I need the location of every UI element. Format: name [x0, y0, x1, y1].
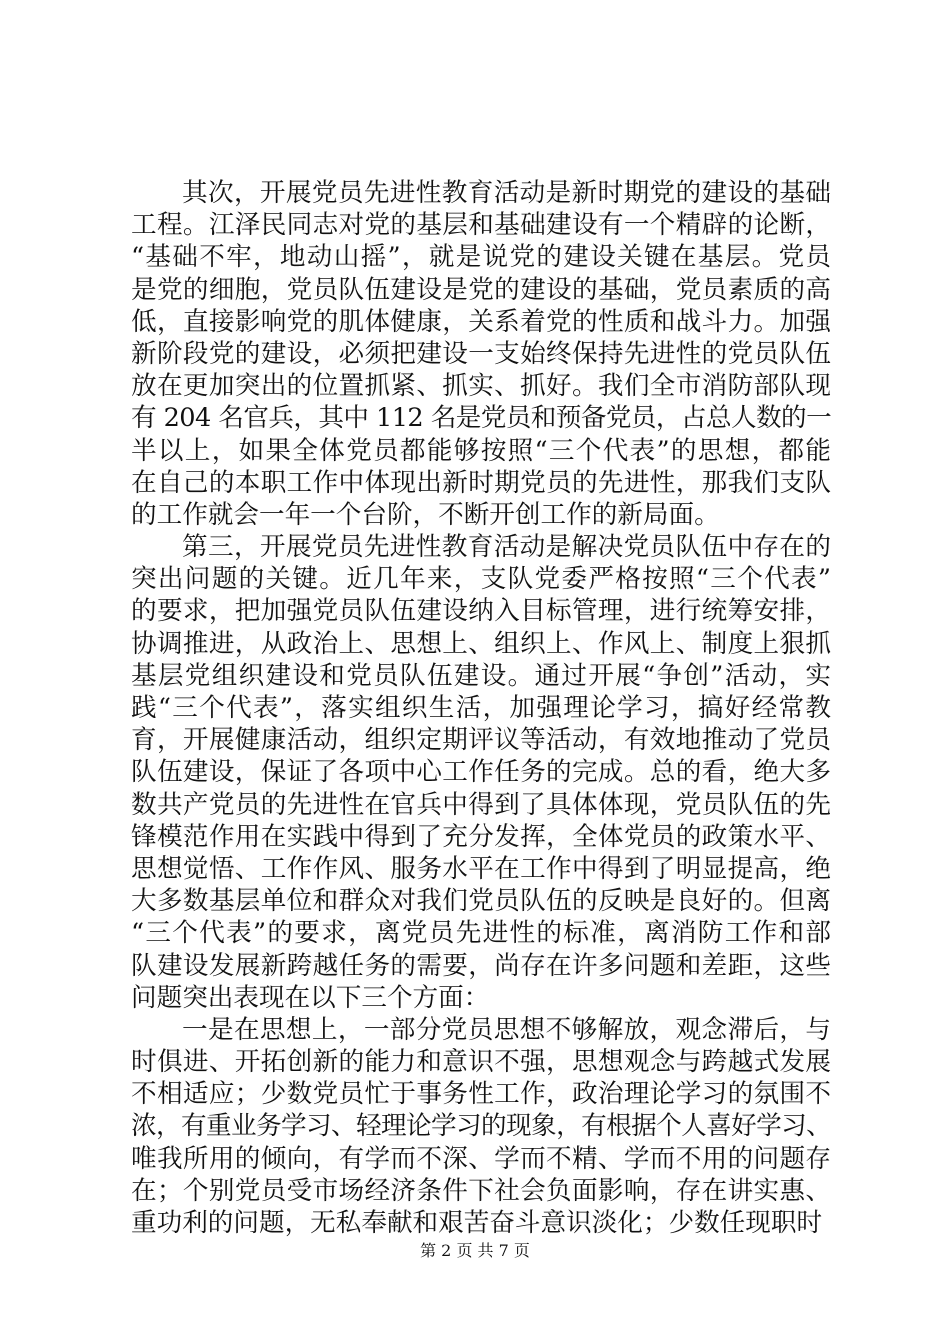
- paragraph: [131, 177, 831, 531]
- text-line: 大多数基层单位和群众对我们党员队伍的反映是良好的。但离: [131, 886, 831, 917]
- text-line: 半以上，如果全体党员都能够按照“三个代表”的思想，都能: [131, 435, 831, 466]
- text-line: 践“三个代表”，落实组织生活，加强理论学习，搞好经常教: [131, 693, 831, 723]
- text-line: 是党的细胞，党员队伍建设是党的建设的基础，党员素质的高: [131, 274, 831, 305]
- text-line: 重功利的问题，无私奉献和艰苦奋斗意识淡化；少数任现职时: [131, 1208, 823, 1238]
- text-line: 浓，有重业务学习、轻理论学习的现象，有根据个人喜好学习、: [131, 1111, 832, 1142]
- paragraph: [131, 1014, 831, 1239]
- text-line: 唯我所用的倾向，有学而不深、学而不精、学而不用的问题存: [131, 1143, 831, 1174]
- body-text: [131, 177, 831, 1239]
- text-line: 工程。江泽民同志对党的基层和基础建设有一个精辟的论断，: [131, 210, 831, 241]
- text-line: 协调推进，从政治上、思想上、组织上、作风上、制度上狠抓: [131, 628, 831, 659]
- text-line: “基础不牢，地动山摇”，就是说党的建设关键在基层。党员: [131, 242, 831, 273]
- text-line: 的要求，把加强党员队伍建设纳入目标管理，进行统筹安排，: [131, 596, 831, 627]
- text-line: 在自己的本职工作中体现出新时期党员的先进性，那我们支队: [131, 467, 831, 498]
- text-line: 不相适应；少数党员忙于事务性工作，政治理论学习的氛围不: [131, 1079, 831, 1110]
- text-line: 新阶段党的建设，必须把建设一支始终保持先进性的党员队伍: [131, 338, 831, 369]
- text-line: 其次，开展党员先进性教育活动是新时期党的建设的基础: [182, 178, 831, 208]
- text-line: 锋模范作用在实践中得到了充分发挥，全体党员的政策水平、: [131, 821, 831, 852]
- text-line: 时俱进、开拓创新的能力和意识不强，思想观念与跨越式发展: [131, 1047, 831, 1078]
- text-line: 思想觉悟、工作作风、服务水平在工作中得到了明显提高，绝: [131, 853, 831, 884]
- paragraph: [131, 531, 831, 1014]
- text-line: “三个代表”的要求，离党员先进性的标准，离消防工作和部: [131, 918, 831, 949]
- text-line: 第三，开展党员先进性教育活动是解决党员队伍中存在的: [182, 532, 831, 563]
- text-line: 有 204 名官兵，其中 112 名是党员和预备党员，占总人数的一: [131, 403, 832, 434]
- text-line: 在；个别党员受市场经济条件下社会负面影响，存在讲实惠、: [131, 1175, 831, 1206]
- text-line: 队建设发展新跨越任务的需要，尚存在许多问题和差距，这些: [131, 950, 831, 981]
- text-line: 低，直接影响党的肌体健康，关系着党的性质和战斗力。加强: [131, 306, 831, 337]
- text-line: 基层党组织建设和党员队伍建设。通过开展“争创”活动，实: [131, 660, 831, 691]
- text-line: 放在更加突出的位置抓紧、抓实、抓好。我们全市消防部队现: [131, 371, 831, 402]
- text-line: 突出问题的关键。近几年来，支队党委严格按照“三个代表”: [131, 564, 831, 595]
- text-line: 队伍建设，保证了各项中心工作任务的完成。总的看，绝大多: [131, 757, 831, 788]
- text-line: 育，开展健康活动，组织定期评议等活动，有效地推动了党员: [131, 725, 831, 756]
- text-line: 数共产党员的先进性在官兵中得到了具体体现，党员队伍的先: [131, 789, 831, 820]
- text-line: 的工作就会一年一个台阶，不断开创工作的新局面。: [131, 499, 720, 530]
- text-line: 一是在思想上，一部分党员思想不够解放，观念滞后，与: [182, 1014, 831, 1045]
- text-line: 问题突出表现在以下三个方面：: [131, 982, 490, 1013]
- page-footer: 第 2 页 共 7 页: [420, 1241, 530, 1260]
